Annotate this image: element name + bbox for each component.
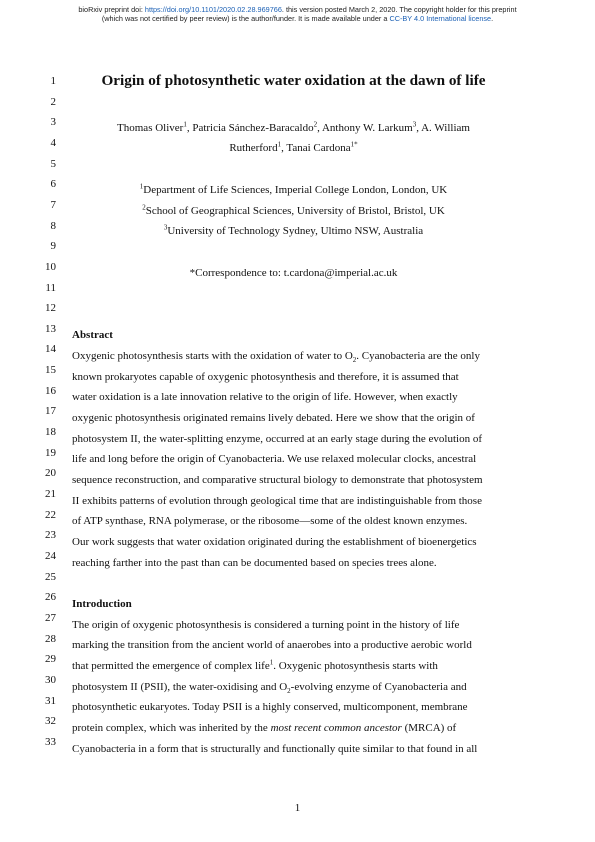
introduction-line: photosystem II (PSII), the water-oxidising and $O_2$-evolving enzyme of Cyanobacteria and xyxy=(72,681,467,696)
line-number: 2 xyxy=(50,95,56,108)
author-tanai-cardona: , Tanai Cardona xyxy=(281,142,351,154)
line-number: 30 xyxy=(45,673,56,686)
line-number: 16 xyxy=(45,384,56,397)
license-link[interactable]: CC-BY 4.0 International license xyxy=(389,14,492,23)
abstract-heading: Abstract xyxy=(72,329,113,341)
abstract-line: reaching farther into the past than can be documented based on species trees alone. xyxy=(72,557,437,569)
author-rutherford: Rutherford xyxy=(229,142,278,154)
line-number: 10 xyxy=(45,260,56,273)
introduction-line: that permitted the emergence of complex life$^1$. Oxygenic photosynthesis starts with xyxy=(72,658,438,672)
banner-line-1: bioRxiv preprint doi: https://doi.org/10.1101/2020.02.28.969766. this version posted March 2, 2020. The copyright holder for this preprint xyxy=(78,5,517,14)
line-number: 31 xyxy=(45,694,56,707)
line-number: 12 xyxy=(45,302,56,315)
abstract-line: sequence reconstruction, and comparative structural biology to demonstrate that photosystem xyxy=(72,474,483,486)
author-anthony-larkum: , Anthony W. Larkum xyxy=(317,122,413,134)
line-number: 23 xyxy=(45,529,56,542)
line-number: 28 xyxy=(45,632,56,645)
introduction-line: marking the transition from the ancient world of anaerobes into a productive aerobic world xyxy=(72,639,472,651)
line-number: 32 xyxy=(45,715,56,728)
line-number: 7 xyxy=(50,198,56,211)
abstract-line: life and long before the origin of Cyanobacteria. We use relaxed molecular clocks, ancestral xyxy=(72,453,477,465)
citation-1: 1 xyxy=(269,658,274,667)
line-number: 26 xyxy=(45,591,56,604)
line-number: 3 xyxy=(50,116,56,129)
introduction-line: photosynthetic eukaryotes. Today PSII is a highly conserved, multicomponent, membrane xyxy=(72,701,468,713)
author-a-william: , A. William xyxy=(416,122,470,134)
line-number: 18 xyxy=(45,426,56,439)
line-number: 9 xyxy=(50,240,56,253)
abstract-line: known prokaryotes capable of oxygenic photosynthesis and therefore, it is assumed that xyxy=(72,371,459,383)
abstract-line: Oxygenic photosynthesis starts with the oxidation of water to $O_2$. Cyanobacteria are the only xyxy=(72,350,480,365)
line-number: 33 xyxy=(45,735,56,748)
line-number: 8 xyxy=(50,219,56,232)
line-number: 4 xyxy=(50,136,56,149)
line-number: 6 xyxy=(50,178,56,191)
author-patricia-sanchez-baracaldo: , Patricia Sánchez-Baracaldo xyxy=(186,122,314,134)
line-number: 13 xyxy=(45,322,56,335)
abstract-line: II exhibits patterns of evolution through geological time that are indistinguishable from those xyxy=(72,495,482,507)
affiliation-1: $^1$Department of Life Sciences, Imperial College London, London, UK xyxy=(139,182,448,196)
authors-line-2: Rutherford$^1$, Tanai Cardona$^{1*}$ xyxy=(229,140,358,154)
line-number: 19 xyxy=(45,446,56,459)
line-number: 21 xyxy=(45,488,56,500)
line-number: 14 xyxy=(45,343,56,356)
line-number: 15 xyxy=(45,364,56,377)
line-number: 22 xyxy=(45,508,56,521)
line-number: 20 xyxy=(45,467,56,480)
paper-title: Origin of photosynthetic water oxidation at the dawn of life xyxy=(101,72,486,89)
preprint-banner xyxy=(0,5,595,23)
introduction-heading: Introduction xyxy=(72,598,132,610)
line-number: 24 xyxy=(45,549,56,562)
doi-link[interactable]: https://doi.org/10.1101/2020.02.28.969766 xyxy=(144,5,282,14)
abstract-line: oxygenic photosynthesis originated remains lively debated. Here we show that the origin of xyxy=(72,412,475,424)
abstract-line: Our work suggests that water oxidation originated during the establishment of bioenergetics xyxy=(72,536,477,548)
line-number: 27 xyxy=(45,611,56,624)
introduction-line: Cyanobacteria in a form that is structurally and functionally quite similar to that found in all xyxy=(72,743,478,755)
banner-line-2: (which was not certified by peer review) is the author/funder. It is made available under a CC-BY 4.0 International license. xyxy=(101,14,494,23)
correspondence: *Correspondence to: t.cardona@imperial.ac.uk xyxy=(189,267,398,279)
line-number: 1 xyxy=(50,75,56,87)
line-number: 25 xyxy=(45,570,56,583)
abstract-line: of ATP synthase, RNA polymerase, or the ribosome—some of the oldest known enzymes. xyxy=(72,515,468,527)
line-number: 11 xyxy=(45,281,56,294)
authors-line-1: Thomas Oliver$^1$, Patricia Sánchez-Baracaldo$^2$, Anthony W. Larkum$^3$, A. William xyxy=(117,120,470,134)
abstract-line: water oxidation is a late innovation relative to the origin of life. However, when exactly xyxy=(72,391,458,403)
affiliation-3: $^3$University of Technology Sydney, Ultimo NSW, Australia xyxy=(163,223,424,237)
line-number: 5 xyxy=(50,157,56,170)
author-thomas-oliver: Thomas Oliver xyxy=(117,122,184,134)
introduction-line: protein complex, which was inherited by the most recent common ancestor (MRCA) of xyxy=(72,722,457,734)
affiliation-2: $^2$School of Geographical Sciences, University of Bristol, Bristol, UK xyxy=(142,203,445,217)
line-number: 29 xyxy=(45,653,56,666)
introduction-line: The origin of oxygenic photosynthesis is considered a turning point in the history of life xyxy=(72,619,460,631)
line-number: 17 xyxy=(45,405,56,418)
page-number: 1 xyxy=(294,802,301,814)
abstract-line: photosystem II, the water-splitting enzyme, occurred at an early stage during the evolution of xyxy=(72,433,483,445)
